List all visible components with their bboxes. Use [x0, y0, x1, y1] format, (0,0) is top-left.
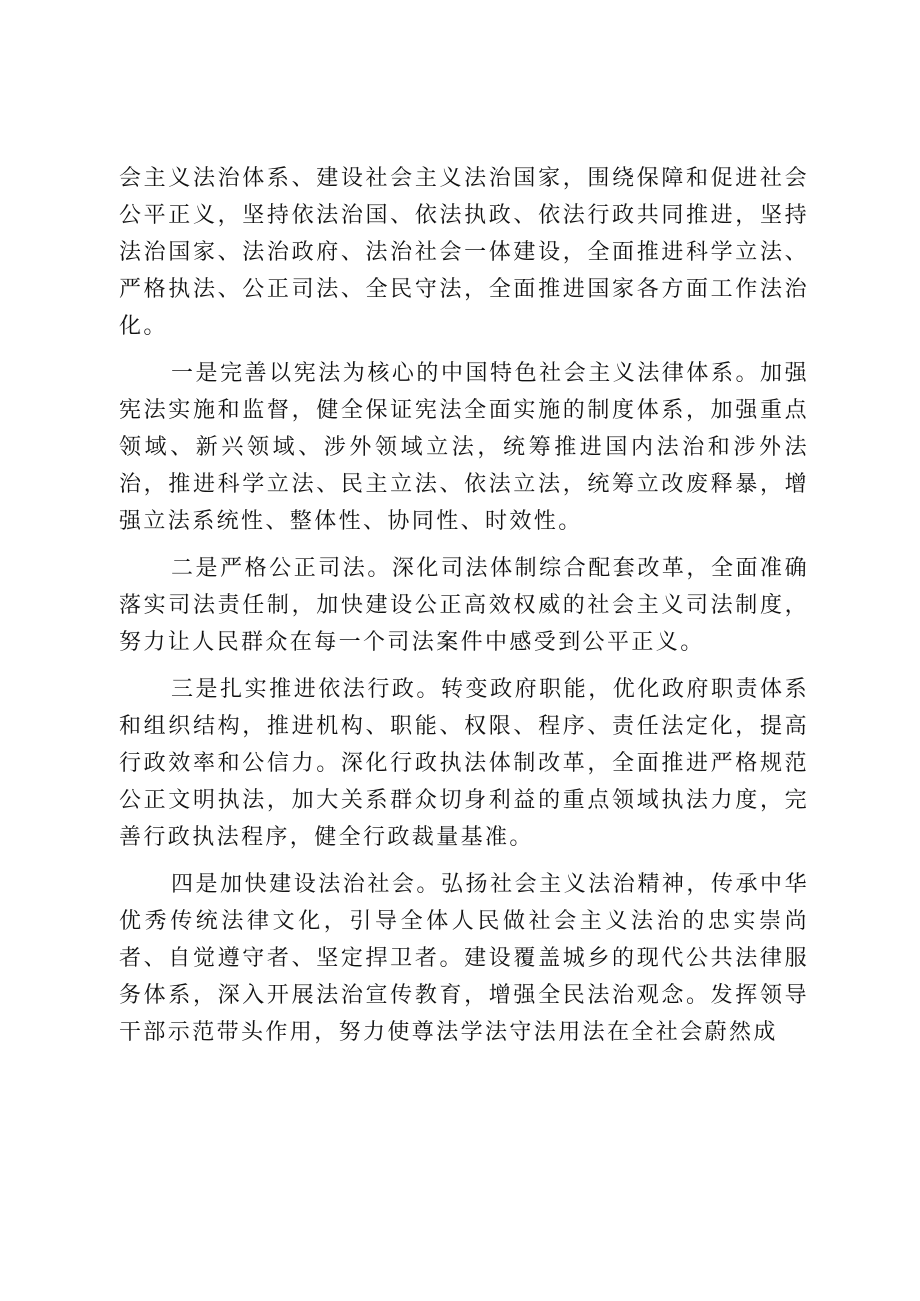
document-body [119, 160, 809, 1061]
paragraph-lead: 四是加快建设法治社会。 [171, 872, 441, 897]
paragraph-legal-system [119, 355, 809, 540]
paragraph-text: 深化司法体制综合配套改革，全面准确落实司法责任制，加快建设公正高效权威的社会主义司法制度，努力让人民群众在每一个司法案件中感受到公平正义。 [119, 556, 809, 655]
paragraph-rule-of-law-society [119, 866, 809, 1051]
paragraph-continuation [119, 160, 809, 345]
paragraph-lead: 二是严格公正司法。 [171, 556, 392, 581]
paragraph-text: 加强宪法实施和监督，健全保证宪法全面实施的制度体系，加强重点领域、新兴领域、涉外领域立法，统筹推进国内法治和涉外法治，推进科学立法、民主立法、依法立法，统筹立改废释暴，增强立法系统性、整体性、协同性、时效性。 [119, 361, 809, 534]
paragraph-lead: 三是扎实推进依法行政。 [171, 677, 441, 702]
paragraph-text: 转变政府职能，优化政府职责体系和组织结构，推进机构、职能、权限、程序、责任法定化，提高行政效率和公信力。深化行政执法体制改革，全面推进严格规范公正文明执法，加大关系群众切身利益的重点领域执法力度，完善行政执法程序，健全行政裁量基准。 [119, 677, 809, 850]
paragraph-lead: 一是完善以宪法为核心的中国特色社会主义法律体系。 [171, 361, 761, 386]
paragraph-text: 弘扬社会主义法治精神，传承中华优秀传统法律文化，引导全体人民做社会主义法治的忠实崇尚者、自觉遵守者、坚定捍卫者。建设覆盖城乡的现代公共法律服务体系，深入开展法治宣传教育，增强全民法治观念。发挥领导干部示范带头作用，努力使尊法学法守法用法在全社会蔚然成 [119, 872, 809, 1045]
paragraph-text: 会主义法治体系、建设社会主义法治国家，围绕保障和促进社会公平正义，坚持依法治国、依法执政、依法行政共同推进，坚持法治国家、法治政府、法治社会一体建设，全面推进科学立法、严格执法、公正司法、全民守法，全面推进国家各方面工作法治化。 [119, 166, 809, 339]
paragraph-administration [119, 671, 809, 856]
paragraph-judiciary [119, 550, 809, 661]
